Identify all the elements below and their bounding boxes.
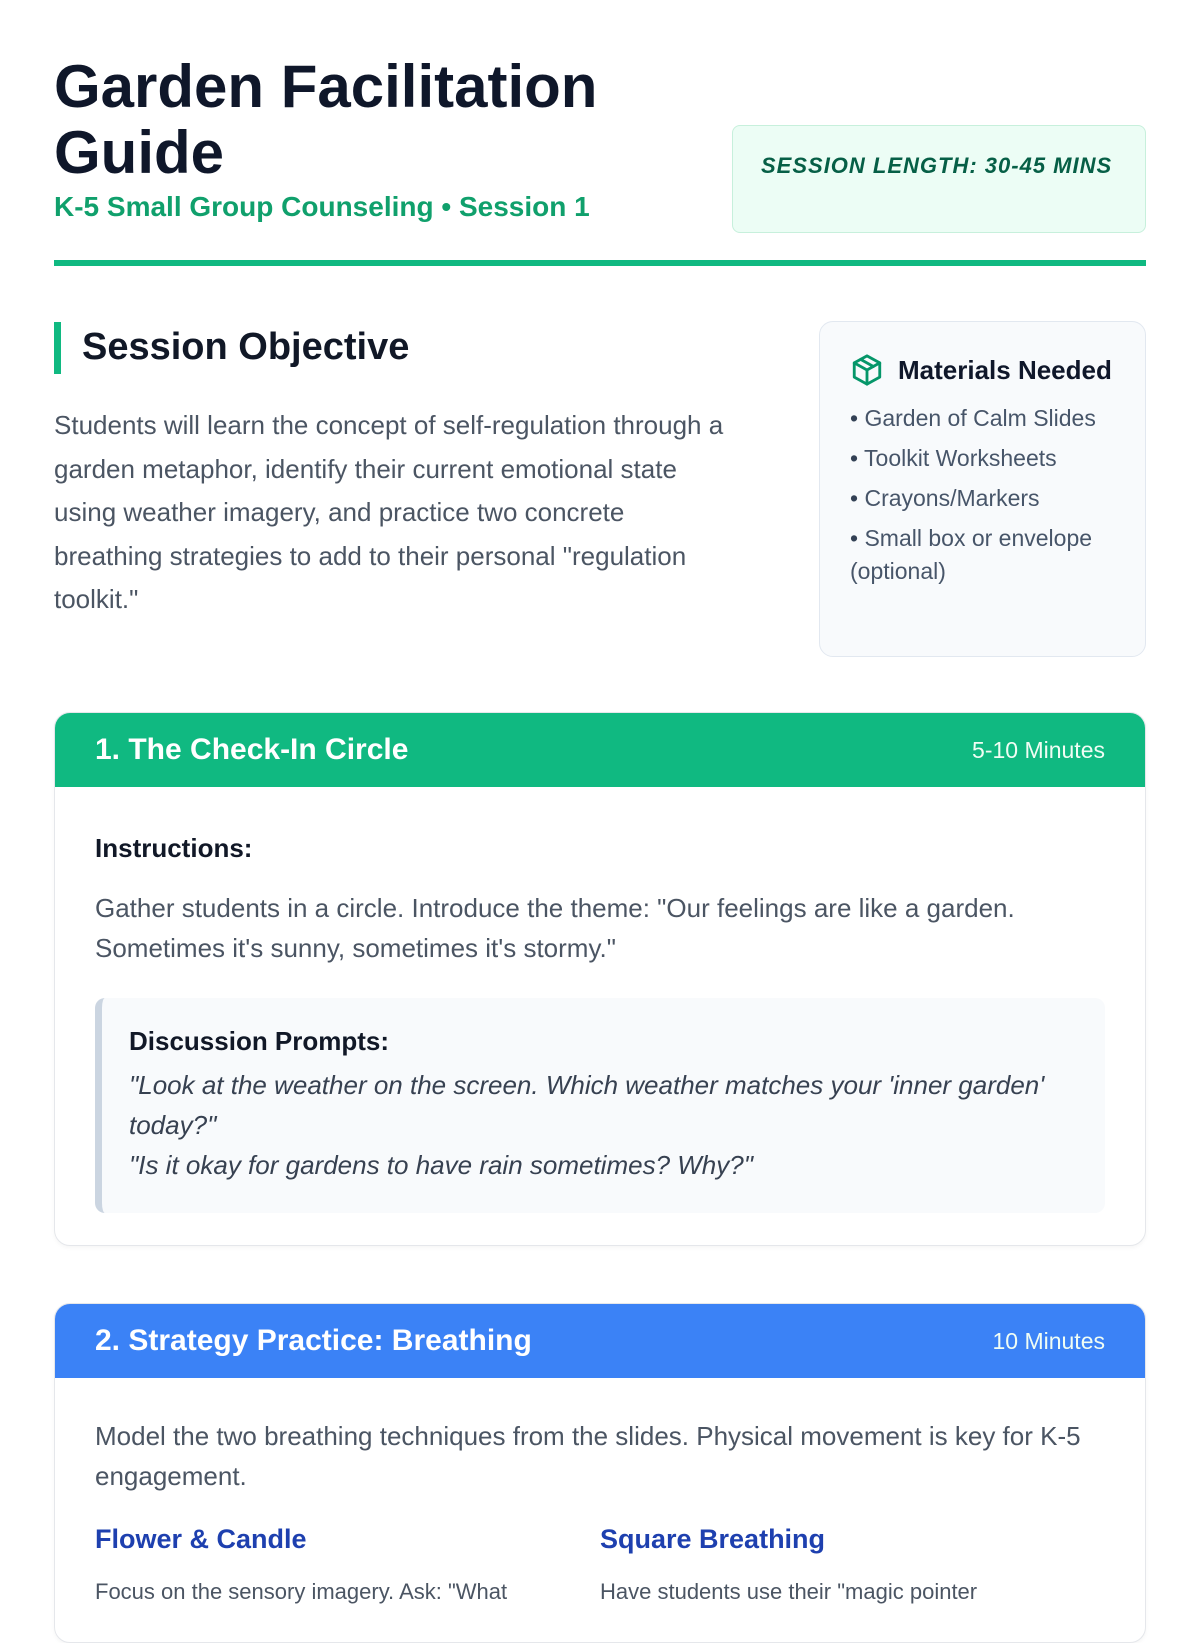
instructions-label: Instructions: <box>95 833 253 863</box>
strategy-columns <box>95 1524 1105 1609</box>
section-intro: Model the two breathing techniques from the slides. Physical movement is key for K-5 engagement. <box>95 1421 1081 1491</box>
session-length-badge: SESSION LENGTH: 30-45 MINS <box>732 125 1146 233</box>
package-icon <box>850 353 884 387</box>
materials-item: • Toolkit Worksheets <box>850 442 1115 475</box>
guide-header <box>54 0 1146 268</box>
strategy-title: Flower & Candle <box>95 1524 307 1554</box>
materials-item: • Crayons/Markers <box>850 482 1115 515</box>
section-card-check-in <box>54 712 1146 1246</box>
section-title: 2. Strategy Practice: Breathing <box>95 1324 532 1357</box>
section-duration: 5-10 Minutes <box>972 736 1105 763</box>
strategy-title: Square Breathing <box>600 1524 826 1554</box>
discussion-prompts <box>95 998 1105 1213</box>
discussion-prompt: "Is it okay for gardens to have rain sometimes? Why?" <box>129 1150 753 1180</box>
strategy-square-breathing <box>600 1524 1105 1609</box>
section-title: 1. The Check-In Circle <box>95 733 409 766</box>
materials-item: • Small box or envelope (optional) <box>850 522 1115 588</box>
strategy-flower-candle <box>95 1524 600 1609</box>
header-divider <box>54 260 1146 266</box>
section-card-breathing <box>54 1303 1146 1643</box>
page-title: Garden Facilitation Guide <box>54 53 598 186</box>
strategy-text: Have students use their "magic pointer <box>600 1579 978 1604</box>
session-objective <box>54 320 734 622</box>
page-subtitle: K-5 Small Group Counseling • Session 1 <box>54 191 590 222</box>
materials-panel <box>819 321 1146 657</box>
materials-item: • Garden of Calm Slides <box>850 402 1115 435</box>
prompts-label: Discussion Prompts: <box>129 1026 390 1056</box>
facilitation-guide-page <box>54 0 1146 1604</box>
discussion-prompt: "Look at the weather on the screen. Which weather matches your 'inner garden' today?" <box>129 1070 1045 1140</box>
section-duration: 10 Minutes <box>992 1327 1105 1354</box>
strategy-text: Focus on the sensory imagery. Ask: "What <box>95 1579 508 1604</box>
section-header <box>55 713 1145 787</box>
objective-heading: Session Objective <box>54 320 734 374</box>
objective-text: Students will learn the concept of self-regulation through a garden metaphor, identify their current emotional state using weather imagery, and practice two concrete breathing strategies to add to their personal "regulation toolkit." <box>54 410 724 614</box>
materials-title: Materials Needed <box>898 355 1112 385</box>
instructions-text: Gather students in a circle. Introduce the theme: "Our feelings are like a garden. Sometimes it's sunny, sometimes it's stormy." <box>95 893 1015 963</box>
section-header <box>55 1304 1145 1378</box>
materials-list <box>850 402 1115 588</box>
